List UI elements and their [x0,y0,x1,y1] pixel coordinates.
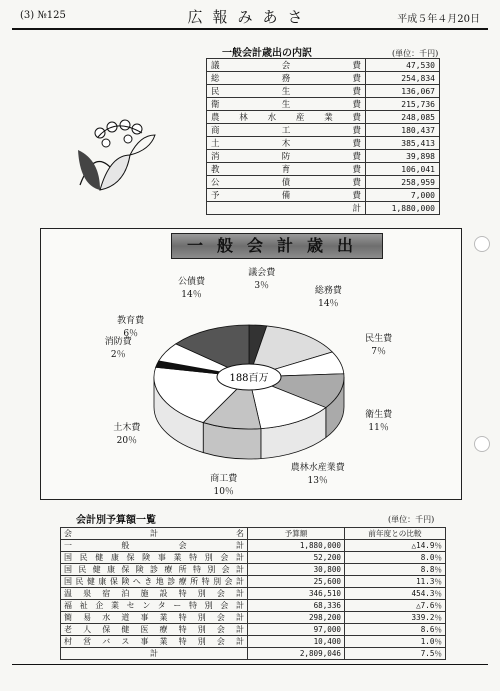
pie-label-percent: 10％ [213,487,234,498]
expense-value: 385,413 [366,137,440,150]
account-compare: 454.3％ [345,588,446,600]
account-name: 国民健康保険へき地診療所特別会計 [61,576,248,588]
account-name: 国民健康保険事業特別会計 [61,552,248,564]
account-compare: 339.2％ [345,612,446,624]
footer-rule [12,664,488,665]
col-header-name: 会計名 [61,528,248,540]
expense-name: 教育費 [207,163,366,176]
breakdown-row [207,85,440,98]
account-row [61,564,446,576]
account-name: 一般会計 [61,540,248,552]
col-header-amount: 予算額 [248,528,345,540]
expense-name: 農林水産業費 [207,111,366,124]
issue-number: (3) №125 [20,10,66,21]
expense-value: 47,530 [366,59,440,72]
total-amount: 2,809,046 [248,648,345,660]
expense-value: 136,067 [366,85,440,98]
pie-label-name: 消防費 [104,337,132,348]
pie-label-percent: 14％ [181,289,202,300]
account-row [61,576,446,588]
account-amount: 1,880,000 [248,540,345,552]
account-amount: 97,000 [248,624,345,636]
account-name: 国民健康保険診療所特別会計 [61,564,248,576]
pie-label-percent: 20％ [116,436,138,447]
breakdown-row [207,98,440,111]
pie-label-name: 公債費 [178,276,206,287]
expense-name: 議会費 [207,59,366,72]
lily-of-the-valley-illustration [70,115,160,195]
total-value: 1,880,000 [366,202,440,215]
expense-value: 254,834 [366,72,440,85]
account-name: 簡易水道事業特別会計 [61,612,248,624]
accounts-unit: (単位：千円) [388,515,435,524]
account-compare: 8.6％ [345,624,446,636]
pie-label [292,285,364,311]
pie-label [226,267,298,293]
total-label: 計 [207,202,366,215]
pie-label [91,422,163,448]
chart-frame [40,228,462,500]
pie-label-name: 農林水産業費 [290,463,345,474]
pie-label-percent: 13％ [307,476,328,487]
pie-label-percent: 3％ [254,281,270,292]
pie-label-name: 議会費 [248,268,276,279]
expense-name: 土木費 [207,137,366,150]
pie-label [156,276,228,302]
account-name: 福祉企業センター特別会計 [61,600,248,612]
account-row [61,600,446,612]
total-label: 計 [61,648,248,660]
account-row [61,624,446,636]
expense-name: 予備費 [207,189,366,202]
expense-value: 258,959 [366,176,440,189]
account-amount: 298,200 [248,612,345,624]
breakdown-row [207,176,440,189]
pie-label [343,409,415,435]
pie-label-name: 衛生費 [365,409,393,420]
pie-label-name: 土木費 [113,423,141,434]
pie-label [282,462,354,488]
account-row [61,552,446,564]
account-amount: 68,336 [248,600,345,612]
breakdown-row [207,189,440,202]
account-compare: 1.0％ [345,636,446,648]
pie-center-label: 188百万 [229,373,269,384]
account-amount: 346,510 [248,588,345,600]
total-compare: 7.5％ [345,648,446,660]
accounts-header-row [61,528,446,540]
expense-value: 106,041 [366,163,440,176]
accounts-table [60,527,446,660]
issue-date: 平成５年４月20日 [397,14,480,25]
expense-value: 39,898 [366,150,440,163]
expense-name: 公債費 [207,176,366,189]
breakdown-row [207,72,440,85]
account-row [61,540,446,552]
pie-label [343,333,415,359]
col-header-compare: 前年度との比較 [345,528,446,540]
account-compare: 11.3％ [345,576,446,588]
pie-label-percent: 6％ [123,328,139,339]
breakdown-row [207,163,440,176]
breakdown-row [207,137,440,150]
expense-value: 180,437 [366,124,440,137]
account-compare: 8.8％ [345,564,446,576]
account-compare: 8.0％ [345,552,446,564]
breakdown-row [207,111,440,124]
breakdown-total-row [207,202,440,215]
expense-name: 総務費 [207,72,366,85]
expense-value: 215,736 [366,98,440,111]
pie-label-name: 商工費 [210,474,238,485]
expense-value: 248,085 [366,111,440,124]
binder-hole [474,436,490,452]
account-row [61,588,446,600]
accounts-title: 会計別予算額一覧 [76,515,156,526]
expense-name: 消防費 [207,150,366,163]
breakdown-row [207,59,440,72]
pie-label-name: 教育費 [117,315,145,326]
expense-name: 衛生費 [207,98,366,111]
page-header [0,0,500,32]
breakdown-unit: (単位：千円) [392,49,439,58]
pie-label-percent: 11％ [368,422,389,433]
chart-title: 一般会計歳出 [186,236,367,255]
pie-label [95,315,167,341]
account-amount: 52,200 [248,552,345,564]
breakdown-table [206,58,440,215]
breakdown-row [207,124,440,137]
account-name: 老人保健医療特別会計 [61,624,248,636]
account-amount: 30,800 [248,564,345,576]
account-name: 温泉宿泊施設特別会計 [61,588,248,600]
expense-name: 商工費 [207,124,366,137]
pie-label-percent: 7％ [371,347,386,358]
account-amount: 10,400 [248,636,345,648]
account-row [61,612,446,624]
pie-label-percent: 2％ [110,350,126,361]
expense-value: 7,000 [366,189,440,202]
account-compare: △14.9％ [345,540,446,552]
account-compare: △7.6％ [345,600,446,612]
header-rule [12,28,488,30]
account-name: 村営バス事業特別会計 [61,636,248,648]
pie-label-percent: 14％ [318,298,339,309]
accounts-total-row [61,648,446,660]
breakdown-row [207,150,440,163]
pie-label-name: 総務費 [314,285,342,296]
expense-name: 民生費 [207,85,366,98]
account-row [61,636,446,648]
newsletter-title: 広報みあさ [187,8,313,26]
account-amount: 25,600 [248,576,345,588]
pie-label [188,473,260,499]
binder-hole [474,236,490,252]
breakdown-title: 一般会計歳出の内訳 [222,48,312,59]
pie-label-name: 民生費 [365,334,393,345]
